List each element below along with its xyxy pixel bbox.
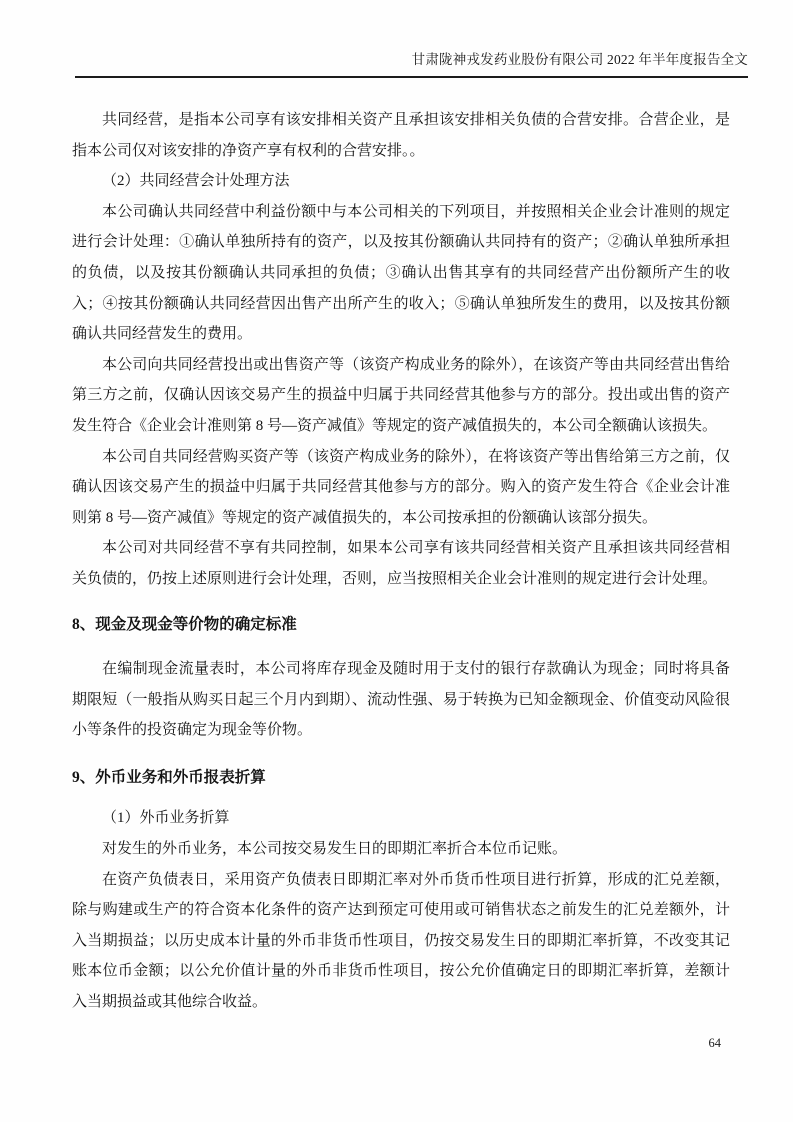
header-rule (75, 50, 748, 78)
heading-cash-and-cash-equivalents: 8、现金及现金等价物的确定标准 (72, 615, 297, 633)
para-no-joint-control: 本公司对共同经营不享有共同控制，如果本公司享有该共同经营相关资产且承担该共同经营相关负债的，仍按上述原则进行会计处理，否则，应当按照相关企业会计准则的规定进行会计处理。 (72, 540, 730, 587)
subheading-joint-operation-accounting-method: （2）共同经营会计处理方法 (102, 173, 290, 190)
para-balance-sheet-date-translation: 在资产负债表日，采用资产负债表日即期汇率对外币货币性项目进行折算，形成的汇兑差额，除与购建或生产的符合资本化条件的资产达到预定可使用或可销售状态之前发生的汇兑差额外，计入当期损益；以历史成本计量的外币非货币性项目，仍按交易发生日的即期汇率折算，不改变其记账本位币金额；以公允价值计量的外币非货币性项目，按公允价值确定日的即期汇率折算，差额计入当期损益或其他综合收益。 (72, 871, 730, 1011)
subheading-foreign-currency-translation: （1）外币业务折算 (102, 810, 230, 827)
page-header (75, 0, 748, 78)
report-title: 甘肃陇神戎发药业股份有限公司 2022 年半年度报告全文 (411, 52, 748, 67)
para-joint-operation-definition: 共同经营，是指本公司享有该安排相关资产且承担该安排相关负债的合营安排。合营企业，是指本公司仅对该安排的净资产享有权利的合营安排。。 (72, 112, 730, 159)
para-foreign-currency-bookkeeping: 对发生的外币业务，本公司按交易发生日的即期汇率折合本位币记账。 (102, 841, 568, 858)
page-number: 64 (708, 1036, 721, 1050)
para-assets-contributed-or-sold: 本公司向共同经营投出或出售资产等（该资产构成业务的除外），在该资产等由共同经营出售给第三方之前，仅确认因该交易产生的损益中归属于共同经营其他参与方的部分。投出或出售的资产发生符合《企业会计准则第 8 号—资产减值》等规定的资产减值损失的，本公司全额确认该损失。 (72, 356, 730, 434)
heading-foreign-currency-business: 9、外币业务和外币报表折算 (72, 768, 266, 786)
document-body (0, 78, 793, 1018)
para-joint-operation-recognized-items: 本公司确认共同经营中利益份额中与本公司相关的下列项目，并按照相关企业会计准则的规定进行会计处理：①确认单独所持有的资产，以及按其份额确认共同持有的资产；②确认单独所承担的负债，以及按其份额确认共同承担的负债；③确认出售其享有的共同经营产出份额所产生的收入；④按其份额确认共同经营因出售产出所产生的收入；⑤确认单独所发生的费用，以及按其份额确认共同经营发生的费用。 (72, 203, 730, 343)
para-cash-equivalents-criteria: 在编制现金流量表时，本公司将库存现金及随时用于支付的银行存款确认为现金；同时将具备期限短（一般指从购买日起三个月内到期）、流动性强、易于转换为已知金额现金、价值变动风险很小等条件的投资确定为现金等价物。 (72, 661, 730, 739)
para-assets-purchased-from-joint-operation: 本公司自共同经营购买资产等（该资产构成业务的除外），在将该资产等出售给第三方之前，仅确认因该交易产生的损益中归属于共同经营其他参与方的部分。购入的资产发生符合《企业会计准则第 8 号—资产减值》等规定的资产减值损失的，本公司按承担的份额确认该部分损失。 (72, 448, 730, 526)
